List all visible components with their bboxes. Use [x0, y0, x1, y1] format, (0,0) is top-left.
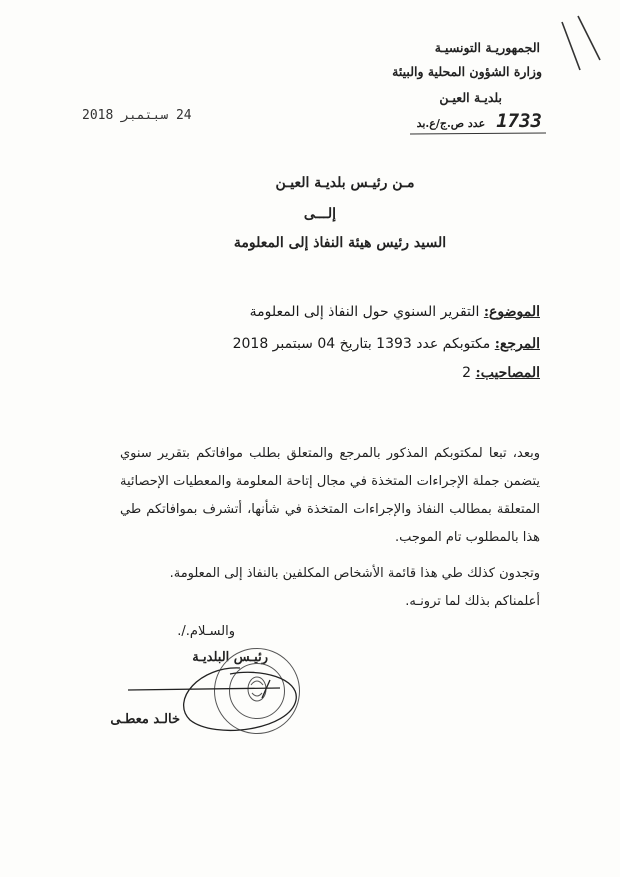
- attachments-count: 2: [462, 365, 472, 381]
- body-paragraph-3: أعلمناكم بذلك لما ترونـه.: [405, 594, 540, 609]
- attachments-label: المصاحيب:: [475, 365, 540, 381]
- reference-line: [417, 110, 542, 132]
- reference-text: مكتوبكم عدد 1393 بتاريخ 04 سبتمبر 2018: [232, 336, 491, 352]
- subject-text: التقرير السنوي حول النفاذ إلى المعلومة: [249, 304, 480, 320]
- subject-label: الموضوع:: [483, 304, 540, 320]
- header-ministry: وزارة الشؤون المحلية والبيئة: [392, 64, 542, 79]
- salutation: والسـلام./.: [177, 624, 235, 639]
- recipient-line: السيد رئيس هيئة النفاذ إلى المعلومة: [233, 235, 447, 251]
- header-republic: الجمهوريـة التونسيـة: [434, 40, 540, 55]
- corner-handwritten-marks: [540, 8, 610, 78]
- header-municipality: بلديـة العيـن: [439, 90, 502, 105]
- subject-line: [250, 304, 540, 320]
- signatory-title: رئيـس البلديـة: [192, 650, 268, 665]
- reference-meta-line: [233, 336, 540, 352]
- body-paragraph-1: وبعد، تبعا لمكتوبكم المذكور بالمرجع والمتعلق بطلب موافاتكم بتقرير سنوي يتضمن جملة الإجراءات المتخذة في مجال إتاحة المعلومة والمعطيات الإحصائية المتعلقة بمطالب النفاذ والإجراءات المتخذة في شأنها، أتشرف بموافاتكم طي هذا بالمطلوب تام الموجب.: [120, 446, 540, 545]
- signatory-name: خالـد معطـى: [110, 712, 180, 727]
- attachments-line: [462, 365, 540, 381]
- reference-underline: [410, 130, 550, 138]
- reference-number: 1733: [496, 110, 542, 132]
- from-line: مـن رئيـس بلديـة العيـن: [275, 175, 415, 191]
- reference-prefix: عدد ص.ج/ع.بد: [416, 117, 486, 130]
- date-stamp: 24 سبتمبر 2018: [82, 108, 192, 123]
- body-paragraph-2: وتجدون كذلك طي هذا قائمة الأشخاص المكلفين بالنفاذ إلى المعلومة.: [169, 566, 540, 581]
- reference-label: المرجع:: [494, 336, 540, 352]
- to-word: إلـــى: [303, 206, 337, 222]
